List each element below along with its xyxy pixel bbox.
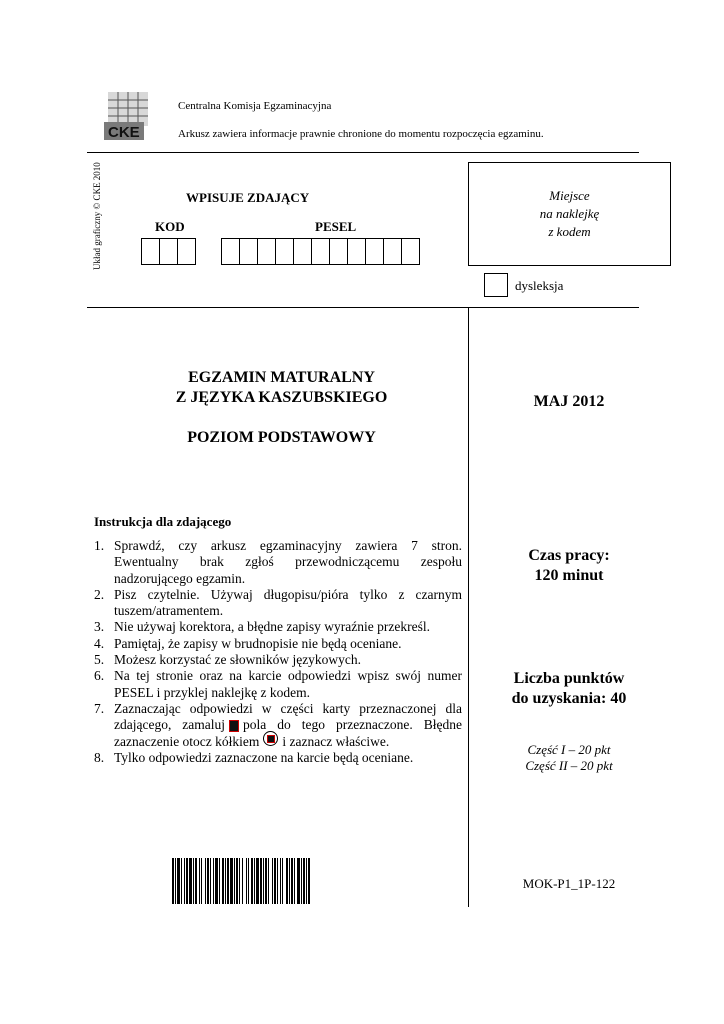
- instruction-item: [94, 750, 462, 766]
- cke-logo: [102, 86, 154, 144]
- item-text: Pisz czytelnie. Używaj długopisu/pióra tylko z czarnym tuszem/atramentem.: [114, 586, 462, 619]
- item-number: 6.: [94, 668, 105, 684]
- exam-level: POZIOM PODSTAWOWY: [187, 429, 376, 446]
- pesel-box[interactable]: [365, 238, 384, 265]
- candidate-heading: WPISUJE ZDAJĄCY: [186, 190, 310, 205]
- filled-square-icon: [229, 720, 239, 732]
- dyslexia-label: dysleksja: [515, 278, 564, 293]
- item-text: Tylko odpowiedzi zaznaczone na karcie będą oceniane.: [114, 749, 414, 765]
- item-number: 1.: [94, 538, 105, 553]
- pesel-box[interactable]: [257, 238, 276, 265]
- item-number: 4.: [94, 635, 105, 651]
- organization-name: Centralna Komisja Egzaminacyjna: [178, 100, 332, 112]
- pesel-box[interactable]: [293, 238, 312, 265]
- points-label: Liczba punktów: [513, 670, 625, 687]
- dyslexia-checkbox[interactable]: [484, 273, 508, 297]
- kod-box[interactable]: [141, 238, 160, 265]
- item-text: Zaznaczając odpowiedzi w części karty przeznaczonej dla zdającego, zamaluj: [114, 700, 462, 733]
- exam-session: MAJ 2012: [533, 393, 605, 410]
- item-text: pola do tego przeznaczone. Błędne zaznaczenie otocz kółkiem: [114, 717, 462, 749]
- parts-block: [469, 742, 669, 774]
- exam-title: [95, 368, 468, 408]
- pesel-box[interactable]: [329, 238, 348, 265]
- sticker-area: [468, 162, 671, 266]
- instruction-item: [94, 587, 462, 620]
- instruction-item: [94, 538, 462, 587]
- svg-text:CKE: CKE: [108, 124, 140, 141]
- item-number: 3.: [94, 619, 105, 635]
- instructions-list: [94, 538, 462, 766]
- part-1: Część I – 20 pkt: [527, 742, 611, 757]
- item-text: Sprawdź, czy arkusz egzaminacyjny zawiera 7 stron. Ewentualny brak zgłoś przewodniczącemu zespołu nadzorującego egzamin.: [114, 538, 462, 586]
- pesel-box[interactable]: [383, 238, 402, 265]
- pesel-box[interactable]: [221, 238, 240, 265]
- pesel-box[interactable]: [275, 238, 294, 265]
- divider: [87, 152, 639, 153]
- divider: [87, 307, 639, 308]
- time-value: 120 minut: [534, 567, 604, 584]
- sticker-line: z kodem: [548, 224, 591, 239]
- confidentiality-notice: Arkusz zawiera informacje prawnie chronione do momentu rozpoczęcia egzaminu.: [178, 128, 544, 140]
- item-number: 7.: [94, 700, 105, 716]
- item-number: 5.: [94, 652, 105, 668]
- kod-boxes[interactable]: [141, 238, 195, 265]
- pesel-box[interactable]: [311, 238, 330, 265]
- sticker-line: na naklejkę: [539, 206, 600, 221]
- pesel-boxes[interactable]: [221, 238, 419, 265]
- item-number: 2.: [94, 586, 105, 602]
- sticker-line: Miejsce: [549, 188, 590, 203]
- time-label: Czas pracy:: [528, 547, 610, 564]
- points-value: do uzyskania: 40: [511, 690, 627, 707]
- kod-box[interactable]: [177, 238, 196, 265]
- item-text: Możesz korzystać ze słowników językowych.: [114, 652, 362, 668]
- instruction-item: [94, 701, 462, 750]
- circled-square-icon: [263, 731, 278, 746]
- exam-code: MOK-P1_1P-122: [522, 876, 616, 891]
- pesel-box[interactable]: [401, 238, 420, 265]
- item-number: 8.: [94, 749, 105, 765]
- item-text: i zaznacz właściwe.: [282, 733, 390, 749]
- instruction-item: [94, 619, 462, 635]
- kod-label: KOD: [155, 219, 185, 234]
- barcode: [172, 858, 400, 904]
- item-text: Na tej stronie oraz na karcie odpowiedzi wpisz swój numer PESEL i przyklej naklejkę z kodem.: [114, 668, 462, 700]
- pesel-box[interactable]: [239, 238, 258, 265]
- instruction-item: [94, 652, 462, 668]
- points-block: [469, 669, 669, 709]
- pesel-label: PESEL: [315, 219, 357, 234]
- pesel-box[interactable]: [347, 238, 366, 265]
- part-2: Część II – 20 pkt: [525, 758, 613, 773]
- exam-title-line: Z JĘZYKA KASZUBSKIEGO: [175, 389, 388, 406]
- copyright-note: Układ graficzny © CKE 2010: [92, 162, 102, 270]
- instruction-item: [94, 668, 462, 701]
- item-text: Pamiętaj, że zapisy w brudnopisie nie będą oceniane.: [114, 635, 402, 651]
- kod-box[interactable]: [159, 238, 178, 265]
- exam-title-line: EGZAMIN MATURALNY: [188, 369, 375, 386]
- time-block: [469, 546, 669, 586]
- item-text: Nie używaj korektora, a błędne zapisy wyraźnie przekreśl.: [114, 619, 430, 635]
- instruction-item: [94, 636, 462, 652]
- instructions-heading: Instrukcja dla zdającego: [94, 514, 232, 529]
